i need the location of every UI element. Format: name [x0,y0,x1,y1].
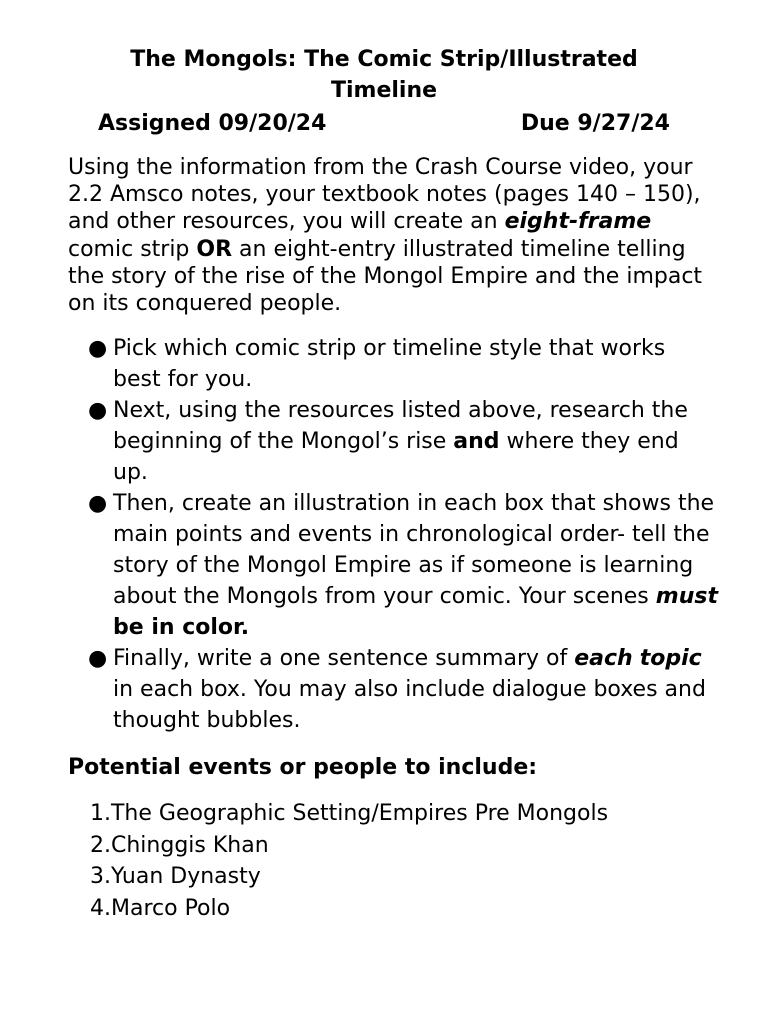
list-item: 2.Chinggis Khan [90,832,269,858]
assigned-date: Assigned 09/20/24 [98,111,327,136]
date-row [98,108,670,139]
instruction-item [88,395,718,488]
intro-text-2: comic strip [68,236,197,262]
bullet-icon: ● [88,646,108,671]
instruction-emphasis: and [453,429,500,454]
intro-emphasis-eight-frame: eight-frame [504,209,652,235]
intro-paragraph [68,154,708,317]
list-item: 4.Marco Polo [90,895,231,921]
bullet-icon: ● [88,491,108,516]
instruction-text: in each box. You may also include dialogue boxes and thought bubbles. [113,677,706,733]
instruction-item [88,488,718,643]
title-line-1: The Mongols: The Comic Strip/Illustrated [130,47,638,72]
due-date: Due 9/27/24 [520,111,670,136]
list-item: 1.The Geographic Setting/Empires Pre Mongols [90,801,609,826]
instruction-emphasis-topic: topic [639,646,702,671]
list-item: 3.Yuan Dynasty [90,864,261,889]
title-line-2: Timeline [330,78,438,103]
potential-list [90,798,710,924]
instruction-text: where they end up. [113,429,679,485]
intro-text-1: Using the information from the Crash Course video, your 2.2 Amsco notes, your textbook notes (pages 140 – 150), and other resources, you will create an [68,155,701,235]
instruction-text: Then, create an illustration in each box that shows the main points and events in chronological order- tell the story of the Mongol Empire as if someone is learning about the Mongols from your comic. Your scenes [113,491,715,609]
instruction-emphasis-must: must [655,584,718,609]
instruction-text-space [633,646,640,671]
instruction-text: Pick which comic strip or timeline style that works best for you. [113,336,666,392]
intro-emphasis-or: OR [196,236,233,262]
instruction-item [88,643,718,736]
bullet-icon: ● [88,336,108,361]
instruction-text: Finally, write a one sentence summary of [113,646,575,671]
potential-heading: Potential events or people to include: [68,755,538,780]
instruction-item [88,333,718,395]
instruction-emphasis-color: be in color. [113,615,250,640]
instruction-emphasis-each: each [574,646,633,671]
instruction-text: Next, using the resources listed above, research the beginning of the Mongol’s rise [113,398,688,454]
bullet-icon: ● [88,398,108,423]
instruction-list [88,333,718,736]
intro-text-3: an eight-entry illustrated timeline telling the story of the rise of the Mongol Empire and the impact on its conquered people. [68,236,703,317]
page-title [96,44,672,106]
